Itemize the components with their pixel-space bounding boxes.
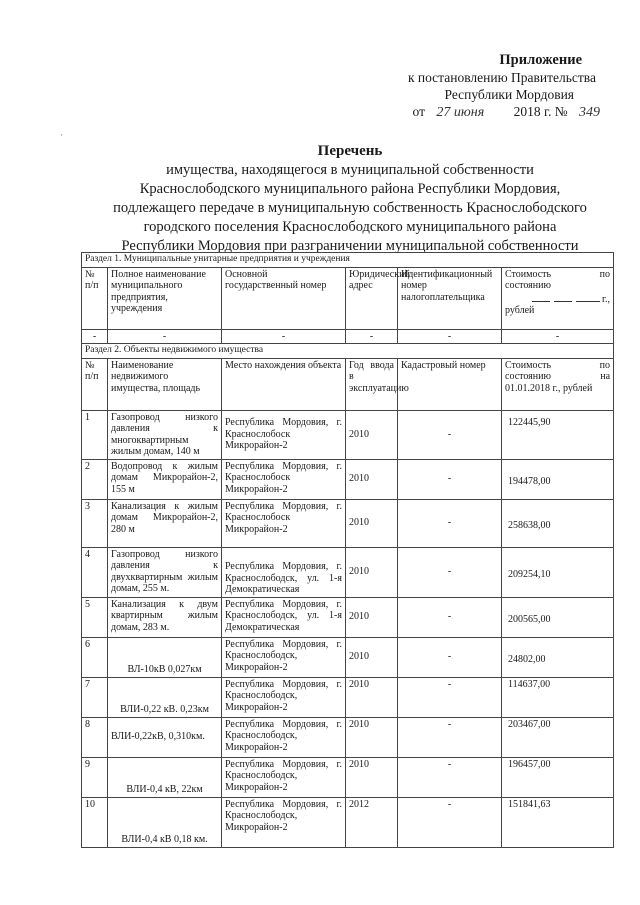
row-cad: - <box>398 547 502 597</box>
s1-header-cost <box>502 267 614 329</box>
date-year: 2018 г. № <box>513 104 568 119</box>
table-row <box>82 797 614 847</box>
table-row <box>82 677 614 717</box>
heading-line-1: имущества, находящегося в муниципальной собственности <box>166 162 534 178</box>
row-cad: - <box>398 717 502 757</box>
row-year: 2010 <box>346 637 398 677</box>
section2-title-row <box>82 344 614 359</box>
heading-line-5: Республики Мордовия при разграничении муниципальной собственности <box>121 238 579 254</box>
row-cost: 194478,00 <box>502 459 614 499</box>
s1-header-inn: Идентификационный номер налогоплательщика <box>398 267 502 329</box>
section1-empty-row <box>82 329 614 344</box>
row-place: Республика Мордовия, г. Краснослободск, Микрорайон-2 <box>222 757 346 797</box>
heading-line-2: Краснослободского муниципального района Республики Мордовия, <box>139 181 561 197</box>
appendix-line-2: Республики Мордовия <box>444 87 574 102</box>
row-place: Республика Мордовия, г. Краснослободск, Микрорайон-2 <box>222 677 346 717</box>
s1-dash-4: - <box>346 329 398 344</box>
row-year: 2010 <box>346 499 398 547</box>
s2-header-cad: Кадастровый номер <box>398 358 502 410</box>
row-name: Канализация к жилым домам Микрорайон-2, 280 м <box>108 499 222 547</box>
s2-header-num: № п/п <box>82 358 108 410</box>
date-day-month: 27 июня <box>436 105 485 120</box>
row-cad: - <box>398 637 502 677</box>
row-year: 2010 <box>346 757 398 797</box>
row-name: ВЛИ-0,22кВ, 0,310км. <box>108 717 222 757</box>
row-name: Газопровод низкого давления к двухквартирным жилым домам, 255 м. <box>108 547 222 597</box>
row-num: 5 <box>82 597 108 637</box>
row-cad: - <box>398 797 502 847</box>
row-name: Канализация к двум квартирным жилым домам, 283 м. <box>108 597 222 637</box>
row-cost: 196457,00 <box>502 757 614 797</box>
row-cad: - <box>398 597 502 637</box>
s1-dash-2: - <box>108 329 222 344</box>
row-num: 7 <box>82 677 108 717</box>
s1-cost-b: по <box>599 268 611 280</box>
row-place: Республика Мордовия, г. Краснослободск, Микрорайон-2 <box>222 637 346 677</box>
heading-line-3: подлежащего передаче в муниципальную собственность Краснослободского <box>113 200 587 216</box>
row-cost: 209254,10 <box>502 547 614 597</box>
row-cost: 114637,00 <box>502 677 614 717</box>
property-table <box>81 252 614 848</box>
row-cost: 200565,00 <box>502 597 614 637</box>
section1-header-row <box>82 267 614 329</box>
row-year: 2010 <box>346 459 398 499</box>
row-num: 9 <box>82 757 108 797</box>
s1-dash-1: - <box>82 329 108 344</box>
row-cad: - <box>398 757 502 797</box>
s1-dash-6: - <box>502 329 614 344</box>
row-year: 2010 <box>346 677 398 717</box>
s1-header-num: № п/п <box>82 267 108 329</box>
s1-dash-5: - <box>398 329 502 344</box>
row-cad: - <box>398 677 502 717</box>
appendix-date-line <box>326 103 600 121</box>
table-row <box>82 459 614 499</box>
s1-cost-blank <box>505 292 610 306</box>
date-prefix: от <box>412 104 426 119</box>
s1-header-reg: Основной государственный номер <box>222 267 346 329</box>
row-cad: - <box>398 499 502 547</box>
scan-mark: · <box>60 130 63 140</box>
appendix-title: Приложение <box>499 52 582 68</box>
s1-cost-a: Стоимость <box>505 268 552 280</box>
table-row <box>82 757 614 797</box>
table-row <box>82 410 614 459</box>
section1-title-row <box>82 253 614 268</box>
row-num: 10 <box>82 797 108 847</box>
row-cad: - <box>398 459 502 499</box>
s2-header-place: Место нахождения объекта <box>222 358 346 410</box>
row-num: 1 <box>82 410 108 459</box>
row-place: Республика Мордовия, г. Краснослобоск Микрорайон-2 <box>222 459 346 499</box>
row-num: 4 <box>82 547 108 597</box>
s1-cost-d: г., <box>602 293 611 305</box>
row-cost: 151841,63 <box>502 797 614 847</box>
section2-header-row <box>82 358 614 410</box>
table-row <box>82 499 614 547</box>
s1-header-addr: Юридический адрес <box>346 267 398 329</box>
row-place: Республика Мордовия, г. Краснослободск, Микрорайон-2 <box>222 717 346 757</box>
row-name: Газопровод низкого давления к многоквартирным жилым домам, 140 м <box>108 410 222 459</box>
decree-number: 349 <box>579 105 600 120</box>
row-name: Водопровод к жилым домам Микрорайон-2, 155 м <box>108 459 222 499</box>
row-year: 2010 <box>346 547 398 597</box>
s1-header-name: Полное наименование муниципального предприятия, учреждения <box>108 267 222 329</box>
row-place: Республика Мордовия, г. Краснослободск, ул. 1-я Демократическая <box>222 547 346 597</box>
row-place: Республика Мордовия, г. Краснослободск, Микрорайон-2 <box>222 797 346 847</box>
document-heading <box>80 142 620 256</box>
row-name: ВЛ-10кВ 0,027км <box>108 637 222 677</box>
row-year: 2010 <box>346 597 398 637</box>
row-place: Республика Мордовия, г. Краснослобоск Микрорайон-2 <box>222 410 346 459</box>
table-row <box>82 717 614 757</box>
s2-header-year: Год ввода в эксплуатацию <box>346 358 398 410</box>
section2-title: Раздел 2. Объекты недвижимого имущества <box>82 344 614 359</box>
row-place: Республика Мордовия, г. Краснослобоск Микрорайон-2 <box>222 499 346 547</box>
row-num: 3 <box>82 499 108 547</box>
row-cost: 122445,90 <box>502 410 614 459</box>
row-year: 2010 <box>346 410 398 459</box>
table-row <box>82 597 614 637</box>
row-year: 2010 <box>346 717 398 757</box>
row-num: 2 <box>82 459 108 499</box>
s2-header-name: Наименование недвижимого имущества, площадь <box>108 358 222 410</box>
row-num: 6 <box>82 637 108 677</box>
row-cost: 24802,00 <box>502 637 614 677</box>
row-cad: - <box>398 410 502 459</box>
row-cost: 203467,00 <box>502 717 614 757</box>
s1-cost-e: рублей <box>505 305 535 316</box>
section1-title: Раздел 1. Муниципальные унитарные предприятия и учреждения <box>82 253 614 268</box>
heading-title: Перечень <box>317 143 383 159</box>
s1-cost-c: состоянию <box>505 280 551 291</box>
row-name: ВЛИ-0,4 кВ 0,18 км. <box>108 797 222 847</box>
row-num: 8 <box>82 717 108 757</box>
row-place: Республика Мордовия, г. Краснослободск, ул. 1-я Демократическая <box>222 597 346 637</box>
row-cost: 258638,00 <box>502 499 614 547</box>
table-row <box>82 547 614 597</box>
s2-header-cost: Стоимость по состоянию на 01.01.2018 г., рублей <box>502 358 614 410</box>
heading-line-4: городского поселения Краснослободского муниципального района <box>143 219 557 235</box>
appendix-line-1: к постановлению Правительства <box>407 70 596 85</box>
s1-dash-3: - <box>222 329 346 344</box>
appendix-block <box>326 52 600 121</box>
row-year: 2012 <box>346 797 398 847</box>
row-name: ВЛИ-0,4 кВ, 22км <box>108 757 222 797</box>
table-row <box>82 637 614 677</box>
row-name: ВЛИ-0,22 кВ. 0,23км <box>108 677 222 717</box>
